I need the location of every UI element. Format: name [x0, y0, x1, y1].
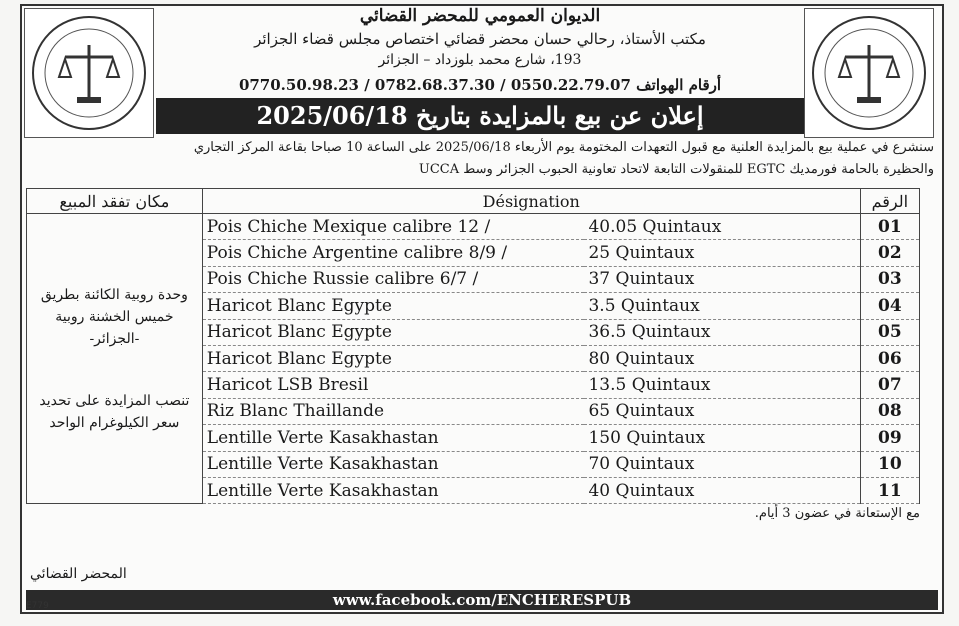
intro-line2: والحظيرة بالحامة فورمديك EGTC للمنقولات التابعة لاتحاد تعاونية الحبوب الجزائر وسط UCCA [418, 162, 934, 177]
item-number: 05 [860, 319, 919, 345]
item-designation: Haricot Blanc Egypte [202, 345, 584, 371]
reference-code: E779 [26, 601, 49, 611]
footnote: مع الإستعانة في عضون 3 أيام. [754, 506, 920, 521]
item-designation: Haricot LSB Bresil [202, 372, 584, 398]
auction-terms-text: تنصب المزايدة على تحديد سعر الكيلوغرام الواحد [39, 392, 190, 431]
item-designation: Pois Chiche Russie calibre 6/7 / [202, 266, 584, 292]
item-number: 10 [860, 451, 919, 477]
item-designation: Riz Blanc Thaillande [202, 398, 584, 424]
item-number: 03 [860, 266, 919, 292]
item-number: 02 [860, 240, 919, 266]
item-designation: Haricot Blanc Egypte [202, 319, 584, 345]
facebook-link[interactable]: www.facebook.com/ENCHERESPUB [26, 590, 938, 610]
inspection-place-text: وحدة روبية الكائنة بطريق خميس الخشنة روبية -الجزائر- [40, 286, 188, 347]
table-body [27, 214, 920, 504]
table-row [27, 214, 920, 240]
seal-left [24, 8, 154, 138]
item-quantity: 40.05 Quintaux [584, 214, 860, 240]
item-number: 07 [860, 372, 919, 398]
item-quantity: 25 Quintaux [584, 240, 860, 266]
seal-right [804, 8, 934, 138]
item-quantity: 70 Quintaux [584, 451, 860, 477]
item-designation: Haricot Blanc Egypte [202, 293, 584, 319]
item-designation: Lentille Verte Kasakhastan [202, 425, 584, 451]
item-number: 11 [860, 477, 919, 503]
item-designation: Lentille Verte Kasakhastan [202, 451, 584, 477]
office-phones: 0770.50.98.23 / 0782.68.37.30 / 0550.22.79.07 أرقام الهواتف [238, 76, 722, 94]
office-address: 193، شارع محمد بلوزداد – الجزائر [378, 52, 582, 68]
item-designation: Lentille Verte Kasakhastan [202, 477, 584, 503]
table-header-row [27, 189, 920, 214]
signature: المحضر القضائي [30, 566, 127, 582]
item-quantity: 40 Quintaux [584, 477, 860, 503]
item-quantity: 3.5 Quintaux [584, 293, 860, 319]
item-quantity: 150 Quintaux [584, 425, 860, 451]
item-designation: Pois Chiche Argentine calibre 8/9 / [202, 240, 584, 266]
item-number: 06 [860, 345, 919, 371]
items-table [26, 188, 920, 504]
office-line2: مكتب الأستاذ، رحالي حسان محضر قضائي اختصاص مجلس قضاء الجزائر [254, 30, 706, 48]
item-number: 04 [860, 293, 919, 319]
item-designation: Pois Chiche Mexique calibre 12 / [202, 214, 584, 240]
col-num-header: الرقم [860, 189, 919, 214]
scales-of-justice-icon [809, 13, 929, 133]
item-number: 09 [860, 425, 919, 451]
office-title: الديوان العمومي للمحضر القضائي [359, 6, 601, 26]
item-quantity: 37 Quintaux [584, 266, 860, 292]
intro-line1: سنشرع في عملية بيع بالمزايدة العلنية مع قبول التعهدات المختومة يوم الأربعاء 2025/06/18 على الساعة 10 صباحا بقاعة المركز التجاري [193, 140, 934, 155]
item-number: 01 [860, 214, 919, 240]
col-designation-header: Désignation [202, 189, 860, 214]
item-quantity: 36.5 Quintaux [584, 319, 860, 345]
item-quantity: 80 Quintaux [584, 345, 860, 371]
inspection-place [27, 214, 203, 504]
item-quantity: 65 Quintaux [584, 398, 860, 424]
item-number: 08 [860, 398, 919, 424]
scales-of-justice-icon [29, 13, 149, 133]
item-quantity: 13.5 Quintaux [584, 372, 860, 398]
auction-banner: إعلان عن بيع بالمزايدة بتاريخ 2025/06/18 [156, 98, 804, 134]
col-place-header: مكان تفقد المبيع [27, 189, 203, 214]
